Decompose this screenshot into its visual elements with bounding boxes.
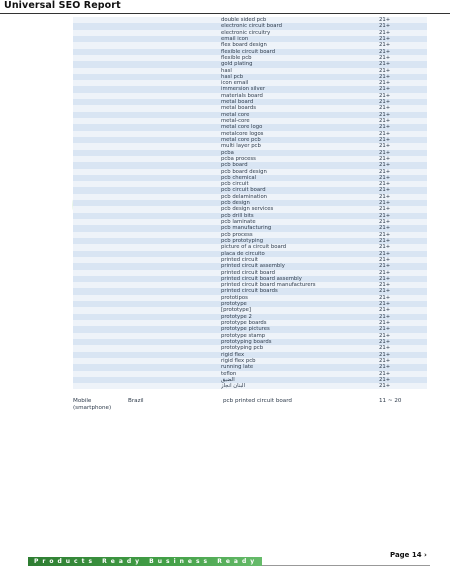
- keyword-cell: immersion silver: [221, 86, 377, 92]
- keyword-cell: teflon: [221, 371, 377, 377]
- keyword-cell: printed circuit assembly: [221, 263, 377, 269]
- keyword-cell: hasl: [221, 68, 377, 74]
- rank-cell: 21+: [377, 282, 427, 288]
- rank-cell: 21+: [377, 339, 427, 345]
- rank-cell: 21+: [377, 251, 427, 257]
- keyword-cell: prototyping boards: [221, 339, 377, 345]
- rank-cell: 21+: [377, 49, 427, 55]
- keyword-cell: materials board: [221, 93, 377, 99]
- keyword-cell: hasl pcb: [221, 74, 377, 80]
- rank-cell: 21+: [377, 143, 427, 149]
- keyword-cell: pcb circuit board: [221, 187, 377, 193]
- keyword-cell: icon email: [221, 80, 377, 86]
- rank-cell: 21+: [377, 61, 427, 67]
- keyword-cell: prototype 2: [221, 314, 377, 320]
- keyword-cell: pcb board: [221, 162, 377, 168]
- keyword-cell: metalcore logos: [221, 131, 377, 137]
- rank-cell: 21+: [377, 156, 427, 162]
- rank-cell: 21+: [377, 333, 427, 339]
- keyword-cell: pcb process: [221, 232, 377, 238]
- keyword-cell: rigid flex pcb: [221, 358, 377, 364]
- keyword-cell: pcb laminate: [221, 219, 377, 225]
- rank-cell: 21+: [377, 30, 427, 36]
- rank-cell: 21+: [377, 169, 427, 175]
- keyword-cell: printed circuit board assembly: [221, 276, 377, 282]
- keyword-cell: pcb printed circuit board: [223, 398, 292, 404]
- page-number: Page 14 ›: [390, 551, 427, 559]
- rank-cell: 21+: [377, 276, 427, 282]
- rank-cell: 21+: [377, 225, 427, 231]
- keyword-cell: pcba: [221, 150, 377, 156]
- keyword-cell: pcb board design: [221, 169, 377, 175]
- keyword-cell: email icon: [221, 36, 377, 42]
- rank-cell: 21+: [377, 213, 427, 219]
- rank-cell: 21+: [377, 358, 427, 364]
- keyword-cell: printed circuit boards: [221, 288, 377, 294]
- rank-cell: 21+: [377, 36, 427, 42]
- rank-cell: 21+: [377, 377, 427, 383]
- rank-cell: 21+: [377, 112, 427, 118]
- keyword-cell: metal core logo: [221, 124, 377, 130]
- rank-cell: 21+: [377, 162, 427, 168]
- keyword-cell: printed circuit: [221, 257, 377, 263]
- rank-cell: 21+: [377, 131, 427, 137]
- keyword-cell: flexible circuit board: [221, 49, 377, 55]
- keyword-cell: metal core: [221, 112, 377, 118]
- keyword-cell: electronic circuitry: [221, 30, 377, 36]
- keyword-cell: rigid flex: [221, 352, 377, 358]
- rank-cell: 21+: [377, 42, 427, 48]
- keyword-cell: gold plating: [221, 61, 377, 67]
- rank-cell: 21+: [377, 345, 427, 351]
- keyword-cell: electronic circuit board: [221, 23, 377, 29]
- keyword-cell: metal board: [221, 99, 377, 105]
- rank-cell: 21+: [377, 383, 427, 389]
- keyword-cell: الضيق: [221, 377, 377, 383]
- keyword-cell: prototype pictures: [221, 326, 377, 332]
- rank-cell: 21+: [377, 93, 427, 99]
- rank-cell: 21+: [377, 105, 427, 111]
- keyword-cell: flexible pcb: [221, 55, 377, 61]
- rank-cell: 21+: [377, 320, 427, 326]
- keyword-cell: printed circuit board manufacturers: [221, 282, 377, 288]
- keyword-cell: pcb manufacturing: [221, 225, 377, 231]
- rank-cell: 21+: [377, 219, 427, 225]
- keyword-cell: double sided pcb: [221, 17, 377, 23]
- keyword-cell: [prototype]: [221, 307, 377, 313]
- rank-cell: 21+: [377, 263, 427, 269]
- keyword-cell: multi layer pcb: [221, 143, 377, 149]
- keyword-cell: prototype boards: [221, 320, 377, 326]
- rank-cell: 21+: [377, 124, 427, 130]
- keyword-cell: prototipos: [221, 295, 377, 301]
- header-divider: [0, 13, 450, 14]
- rank-cell: 21+: [377, 307, 427, 313]
- rank-cell: 21+: [377, 137, 427, 143]
- keyword-cell: البنان انجاز: [221, 383, 377, 389]
- rank-cell: 21+: [377, 74, 427, 80]
- rank-cell: 21+: [377, 187, 427, 193]
- keyword-cell: prototype: [221, 301, 377, 307]
- rank-cell: 21+: [377, 206, 427, 212]
- rank-cell: 21+: [377, 352, 427, 358]
- rank-cell: 21+: [377, 326, 427, 332]
- keyword-cell: prototyping pcb: [221, 345, 377, 351]
- keyword-cell: metal core pcb: [221, 137, 377, 143]
- keyword-cell: pcb chemical: [221, 175, 377, 181]
- keyword-cell: metal-core: [221, 118, 377, 124]
- keyword-cell: pcb drill bits: [221, 213, 377, 219]
- device-cell: [73, 383, 125, 389]
- rank-cell: 21+: [377, 270, 427, 276]
- keyword-cell: pcba process: [221, 156, 377, 162]
- footer-tagline: Products Ready Business Ready: [34, 558, 259, 565]
- rank-cell: 21+: [377, 194, 427, 200]
- keyword-cell: picture of a circuit board: [221, 244, 377, 250]
- report-title: Universal SEO Report: [4, 0, 121, 11]
- table-row: [73, 383, 427, 389]
- keyword-cell: metal boards: [221, 105, 377, 111]
- rank-cell: 21+: [377, 200, 427, 206]
- keyword-cell: flex board design: [221, 42, 377, 48]
- rank-cell: 21+: [377, 150, 427, 156]
- rank-cell: 21+: [377, 175, 427, 181]
- keyword-cell: pcb circuit: [221, 181, 377, 187]
- rank-cell: 21+: [377, 68, 427, 74]
- keyword-cell: pcb delamination: [221, 194, 377, 200]
- rank-cell: 21+: [377, 99, 427, 105]
- rank-cell: 21+: [377, 314, 427, 320]
- rank-cell: 21+: [377, 118, 427, 124]
- rank-cell: 21+: [377, 295, 427, 301]
- keyword-cell: printed circuit board: [221, 270, 377, 276]
- rank-cell: 21+: [377, 288, 427, 294]
- rank-cell: 21+: [377, 23, 427, 29]
- rank-cell: 21+: [377, 244, 427, 250]
- rank-cell: 21+: [377, 364, 427, 370]
- rank-cell: 21+: [377, 80, 427, 86]
- country-cell: Brazil: [128, 398, 144, 404]
- keyword-cell: running late: [221, 364, 377, 370]
- keyword-cell: pcb prototyping: [221, 238, 377, 244]
- rank-cell: 21+: [377, 17, 427, 23]
- device-cell: Mobile (smartphone): [73, 398, 112, 411]
- keyword-cell: placa de circuito: [221, 251, 377, 257]
- keyword-ranking-table: [73, 17, 427, 389]
- rank-cell: 21+: [377, 86, 427, 92]
- keyword-cell: prototype stamp: [221, 333, 377, 339]
- country-cell: [125, 383, 221, 389]
- footer-divider: [262, 565, 430, 566]
- rank-cell: 21+: [377, 257, 427, 263]
- rank-cell: 21+: [377, 232, 427, 238]
- keyword-cell: pcb design: [221, 200, 377, 206]
- rank-cell: 11 ~ 20: [379, 398, 402, 404]
- rank-cell: 21+: [377, 55, 427, 61]
- rank-cell: 21+: [377, 181, 427, 187]
- rank-cell: 21+: [377, 371, 427, 377]
- keyword-cell: pcb design services: [221, 206, 377, 212]
- rank-cell: 21+: [377, 301, 427, 307]
- rank-cell: 21+: [377, 238, 427, 244]
